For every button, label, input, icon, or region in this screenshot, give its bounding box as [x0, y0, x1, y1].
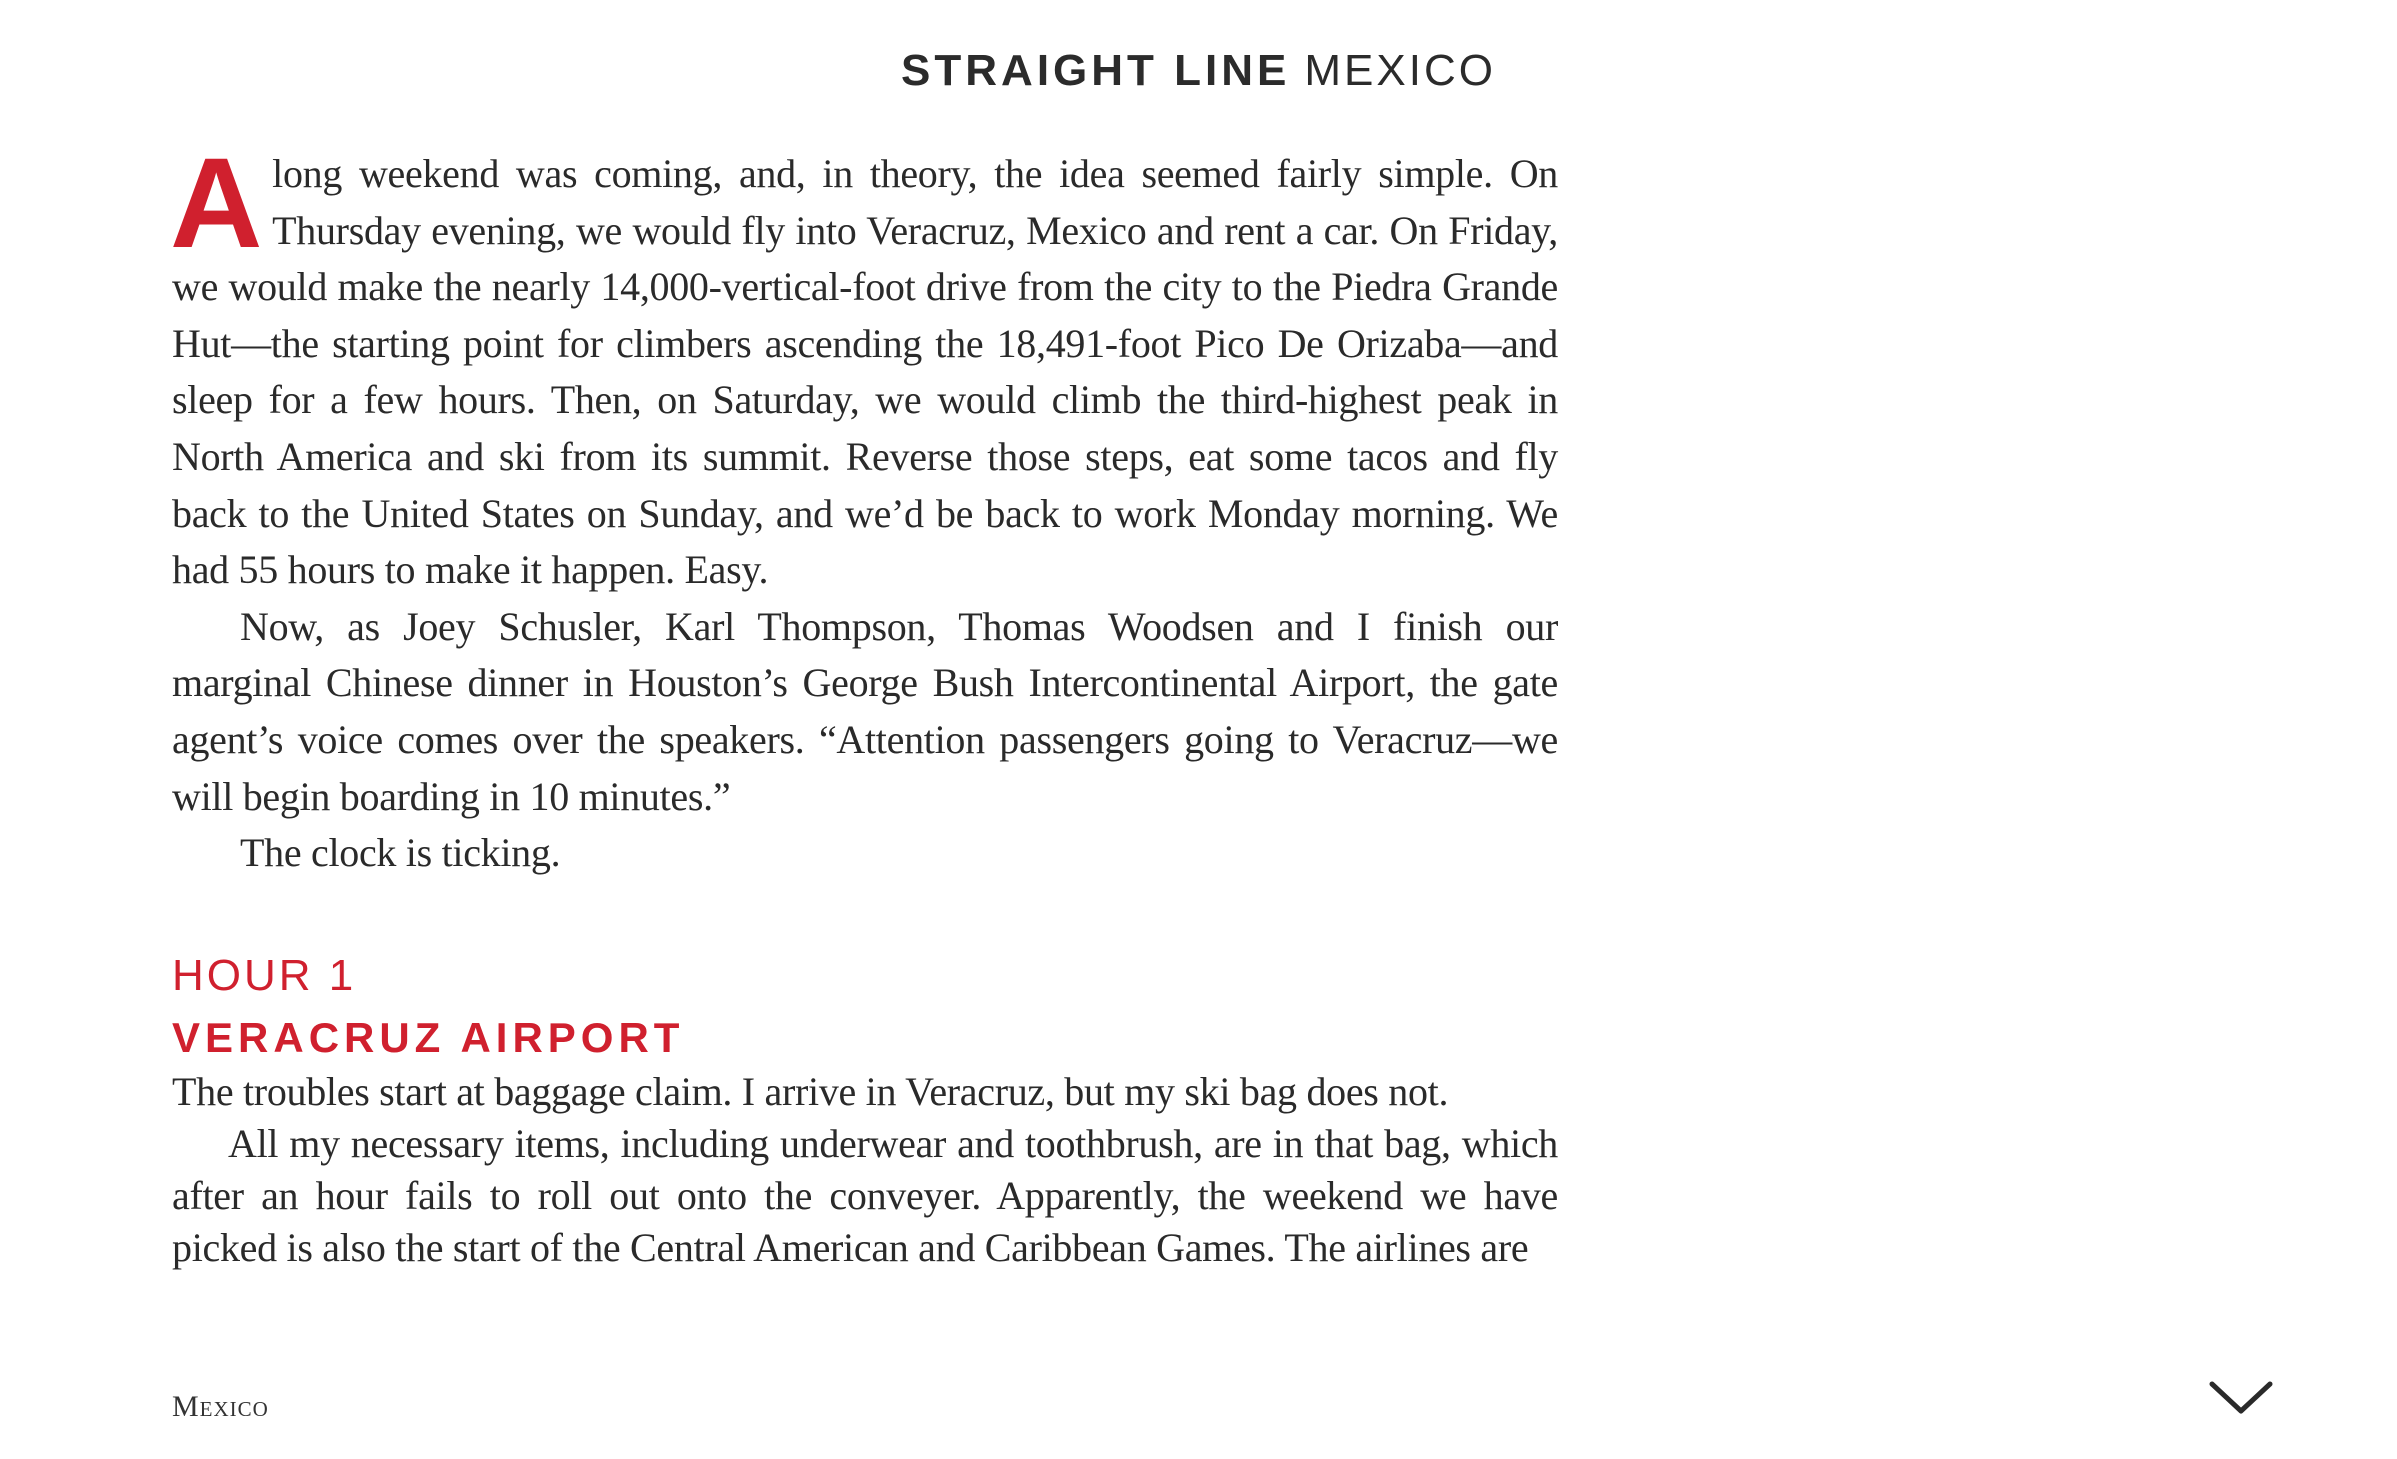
section-place-heading: VERACRUZ AIRPORT	[172, 1013, 685, 1061]
header-title-light: MEXICO	[1304, 46, 1496, 95]
section-hour-label: HOUR 1	[172, 950, 357, 1000]
header-title-bold: STRAIGHT LINE	[901, 46, 1291, 95]
drop-cap: A	[170, 132, 263, 275]
section-paragraph-2: All my necessary items, including underwear and toothbrush, are in that bag, which after an hour fails to roll out onto the conveyer. Apparently, the weekend we have picked is also the start of the Central American and Caribbean Games. The airlines are	[172, 1120, 1558, 1270]
chevron-down-icon[interactable]	[2208, 1378, 2274, 1418]
paragraph-2: Now, as Joey Schusler, Karl Thompson, Thomas Woodsen and I finish our marginal Chinese dinner in Houston’s George Bush Intercontinental Airport, the gate agent’s voice comes over the speakers. “Attention passengers going to Veracruz—we will begin boarding in 10 minutes.”	[172, 603, 1558, 819]
article-body	[170, 132, 1558, 1274]
paragraph-3: The clock is ticking.	[240, 830, 561, 876]
footer-section-label: Mexico	[172, 1390, 269, 1423]
intro-paragraph	[170, 132, 1558, 599]
section-hour-1	[172, 948, 1558, 1274]
page-header	[0, 46, 2397, 96]
section-paragraph-1: The troubles start at baggage claim. I arrive in Veracruz, but my ski bag does not.	[172, 1068, 1449, 1114]
intro-text: long weekend was coming, and, in theory, the idea seemed fairly simple. On Thursday evening, we would fly into Veracruz, Mexico and rent a car. On Friday, we would make the nearly 14,000-vertical-foot drive from the city to the Piedra Grande Hut—the starting point for climbers ascending the 18,491-foot Pico De Orizaba—and sleep for a few hours. Then, on Saturday, we would climb the third-highest peak in North America and ski from its summit. Reverse those steps, eat some tacos and fly back to the United States on Sunday, and we’d be back to work Monday morning. We had 55 hours to make it happen. Easy.	[172, 151, 1558, 593]
